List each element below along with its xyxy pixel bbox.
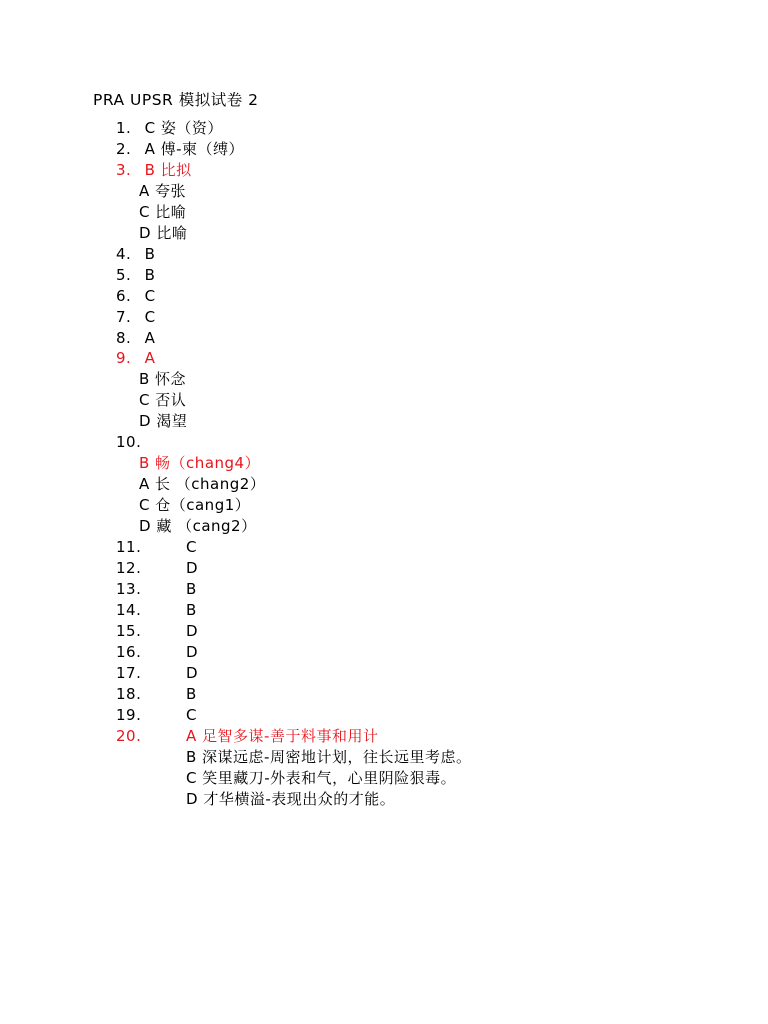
answer-line-3 bbox=[116, 160, 192, 181]
question-number: 3. bbox=[116, 161, 132, 179]
option-line: B 怀念 bbox=[139, 370, 187, 388]
option-line: B 深谋远虑-周密地计划，往长远里考虑。 bbox=[186, 748, 472, 766]
answer-line-9 bbox=[116, 348, 155, 369]
answer-text: B bbox=[186, 685, 197, 703]
question-number: 13. bbox=[116, 580, 142, 598]
question-number: 18. bbox=[116, 685, 142, 703]
answer-text: C bbox=[144, 287, 156, 305]
question-number: 6. bbox=[116, 287, 132, 305]
answer-line-16 bbox=[116, 642, 199, 663]
question-number: 16. bbox=[116, 643, 142, 661]
answer-line-10 bbox=[116, 432, 141, 453]
answer-text: B bbox=[144, 266, 156, 284]
question-number: 5. bbox=[116, 266, 132, 284]
question-number: 7. bbox=[116, 308, 132, 326]
answer-line-17 bbox=[116, 663, 199, 684]
answer-line-4 bbox=[116, 244, 155, 265]
option-line: D 渴望 bbox=[139, 412, 188, 430]
question-number: 8. bbox=[116, 329, 132, 347]
option-line: D 才华横溢-表现出众的才能。 bbox=[186, 790, 396, 808]
answer-line-18 bbox=[116, 684, 197, 705]
answer-text: B bbox=[186, 601, 197, 619]
option-line: C 笑里藏刀-外表和气，心里阴险狠毒。 bbox=[186, 769, 457, 787]
answer-text: A bbox=[144, 349, 156, 367]
answer-text: D bbox=[186, 664, 199, 682]
question-number: 14. bbox=[116, 601, 142, 619]
answer-text: B bbox=[186, 580, 197, 598]
answer-line-19 bbox=[116, 705, 197, 726]
question-number: 11. bbox=[116, 538, 142, 556]
option-line: A 长 （chang2） bbox=[139, 475, 266, 493]
answer-line-7 bbox=[116, 307, 156, 328]
question-number: 2. bbox=[116, 140, 132, 158]
answer-text: B bbox=[144, 245, 156, 263]
answer-line-2 bbox=[116, 139, 244, 160]
page-title: PRA UPSR 模拟试卷 2 bbox=[93, 91, 259, 109]
answer-line-13 bbox=[116, 579, 197, 600]
answer-text: C bbox=[144, 308, 156, 326]
option-line: D 藏 （cang2） bbox=[139, 517, 257, 535]
option-line: A 夸张 bbox=[139, 182, 187, 200]
answer-text: A 傅-柬（缚） bbox=[144, 140, 245, 158]
option-line: C 仓（cang1） bbox=[139, 496, 251, 514]
answer-line-6 bbox=[116, 286, 156, 307]
answer-text: A bbox=[144, 329, 156, 347]
answer-text: D bbox=[186, 559, 199, 577]
answer-line-12 bbox=[116, 558, 199, 579]
answer-line-8 bbox=[116, 328, 155, 349]
answer-line-11 bbox=[116, 537, 197, 558]
option-line: C 比喻 bbox=[139, 203, 187, 221]
question-number: 9. bbox=[116, 349, 132, 367]
answer-text: A 足智多谋-善于料事和用计 bbox=[186, 727, 379, 745]
answer-text: C 姿（资） bbox=[144, 119, 223, 137]
answer-text: D bbox=[186, 643, 199, 661]
question-number: 12. bbox=[116, 559, 142, 577]
question-number: 19. bbox=[116, 706, 142, 724]
answer-line-15 bbox=[116, 621, 199, 642]
answer-text: C bbox=[186, 706, 197, 724]
question-number: 10. bbox=[116, 433, 142, 451]
answer-text: C bbox=[186, 538, 197, 556]
answer-text: D bbox=[186, 622, 199, 640]
answer-line-14 bbox=[116, 600, 197, 621]
answer-line-20 bbox=[116, 726, 379, 747]
option-line: C 否认 bbox=[139, 391, 187, 409]
answer-text: B 比拟 bbox=[144, 161, 192, 179]
question-number: 20. bbox=[116, 727, 142, 745]
answer-line-1 bbox=[116, 118, 223, 139]
question-number: 17. bbox=[116, 664, 142, 682]
question-number: 15. bbox=[116, 622, 142, 640]
option-line: B 畅（chang4） bbox=[139, 454, 261, 472]
answer-line-5 bbox=[116, 265, 155, 286]
question-number: 1. bbox=[116, 119, 132, 137]
question-number: 4. bbox=[116, 245, 132, 263]
option-line: D 比喻 bbox=[139, 224, 188, 242]
